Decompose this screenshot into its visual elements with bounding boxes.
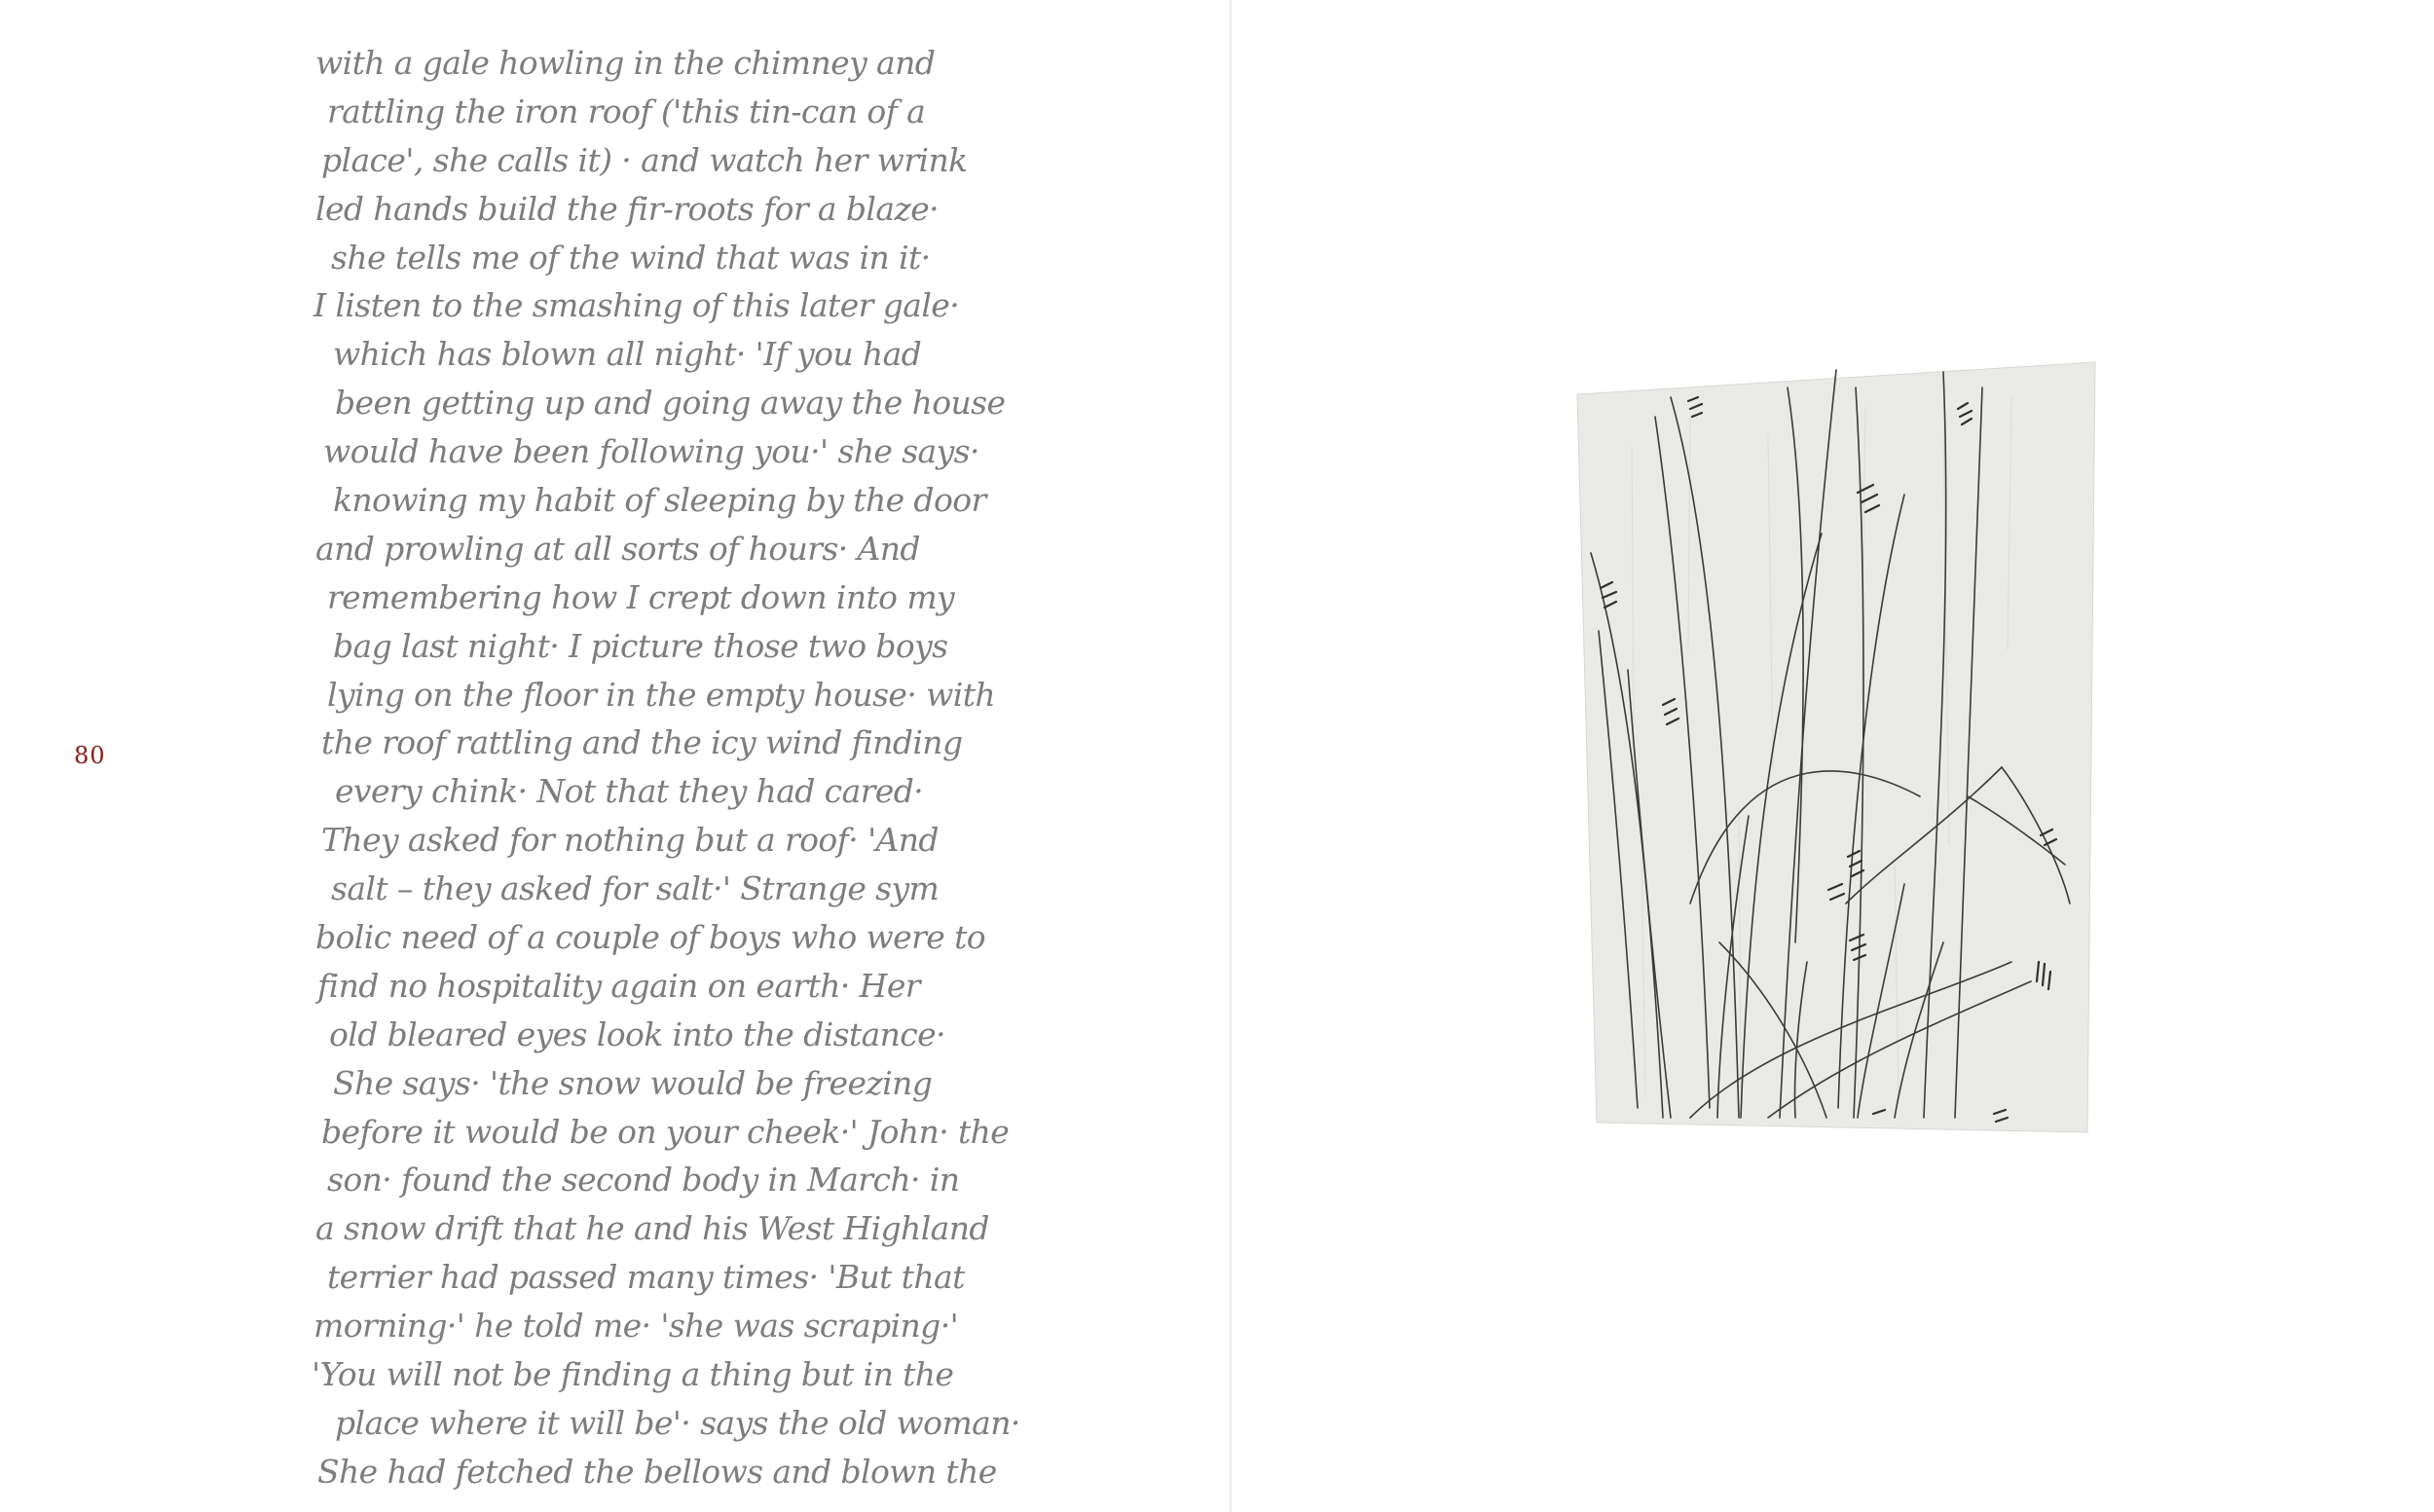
text-line: the roof rattling and the icy wind finding xyxy=(321,723,963,762)
text-line: terrier had passed many times· 'But that xyxy=(327,1258,965,1297)
text-line: bolic need of a couple of boys who were to xyxy=(315,918,986,957)
text-line: and prowling at all sorts of hours· And xyxy=(315,529,920,568)
text-line: every chink· Not that they had cared· xyxy=(335,772,924,811)
text-line: place where it will be'· says the old woman· xyxy=(335,1403,1020,1442)
text-line: 'You will not be finding a thing but in the xyxy=(312,1355,954,1394)
text-line: She says· 'the snow would be freezing xyxy=(333,1063,933,1102)
text-line: with a gale howling in the chimney and xyxy=(315,44,936,82)
page-number: 80 xyxy=(74,742,106,769)
text-line: which has blown all night· 'If you had xyxy=(333,335,922,374)
text-line: She had fetched the bellows and blown the xyxy=(317,1452,997,1491)
text-line: before it would be on your cheek·' John· the xyxy=(321,1112,1010,1151)
text-line: find no hospitality again on earth· Her xyxy=(317,966,920,1005)
drawing-paper xyxy=(1577,362,2095,1132)
text-line: salt – they asked for salt·' Strange sym xyxy=(331,869,940,908)
text-line: son· found the second body in March· in xyxy=(327,1161,960,1199)
text-line: a snow drift that he and his West Highland xyxy=(315,1209,989,1248)
text-line: knowing my habit of sleeping by the door xyxy=(333,481,986,520)
text-line: led hands build the fir-roots for a blaze· xyxy=(315,189,940,228)
text-line: bag last night· I picture those two boys xyxy=(333,626,948,665)
text-line: lying on the floor in the empty house· with xyxy=(327,675,996,714)
text-line: morning·' he told me· 'she was scraping·' xyxy=(313,1307,959,1346)
text-line: been getting up and going away the house xyxy=(335,384,1006,423)
grass-drawing-svg xyxy=(1573,358,2109,1137)
right-page xyxy=(1232,0,2434,1512)
text-line: rattling the iron roof ('this tin-can of a xyxy=(327,92,926,130)
text-line: old bleared eyes look into the distance· xyxy=(329,1014,946,1053)
text-line: They asked for nothing but a roof· 'And xyxy=(321,821,939,860)
text-line: remembering how I crept down into my xyxy=(327,577,955,616)
text-line: would have been following you·' she says· xyxy=(323,432,979,471)
pencil-grass-drawing xyxy=(1573,358,2109,1137)
text-line: she tells me of the wind that was in it· xyxy=(331,238,931,277)
text-line: place', she calls it) · and watch her wrink xyxy=(321,140,968,179)
text-line: I listen to the smashing of this later gale· xyxy=(313,286,960,325)
calligraphy-text-block xyxy=(310,39,1020,1496)
